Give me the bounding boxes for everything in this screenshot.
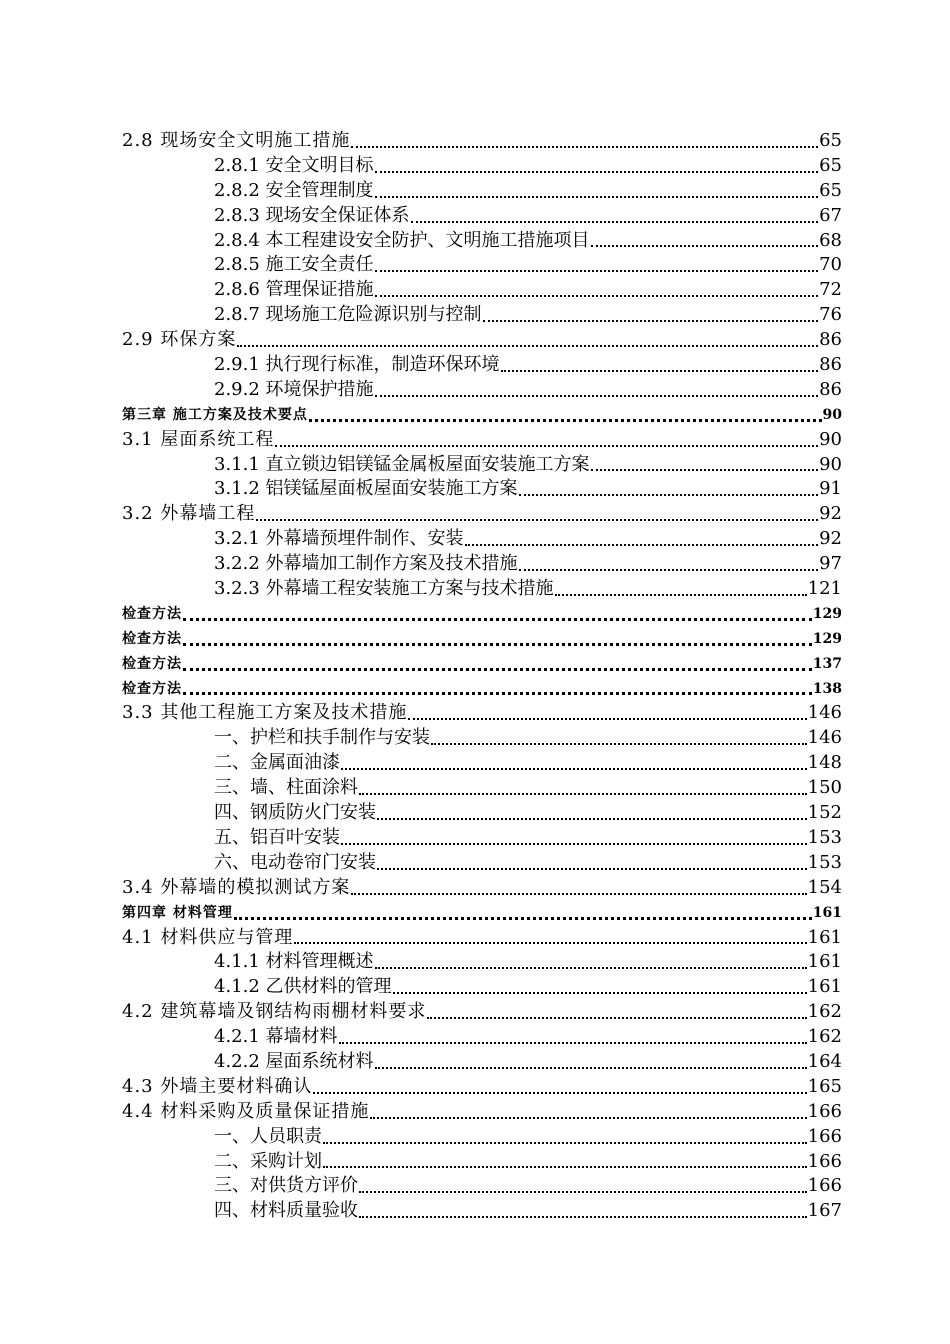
toc-entry-title: 一、人员职责 — [214, 1125, 323, 1150]
toc-entry-page-number: 166 — [807, 1150, 842, 1172]
toc-entry-title: 检查方法 — [122, 602, 183, 627]
dot-leader — [519, 493, 819, 496]
toc-entry-title: 3.2 外幕墙工程 — [122, 502, 256, 527]
toc-entry-page-number: 76 — [819, 304, 842, 326]
dot-leader — [375, 1066, 807, 1069]
toc-entry-title: 2.8.4 本工程建设安全防护、文明施工措施项目 — [214, 229, 591, 254]
dot-leader — [256, 518, 818, 521]
toc-entry-page-number: 166 — [807, 1125, 842, 1147]
toc-entry-page-number: 137 — [812, 655, 842, 672]
toc-entry-page-number: 161 — [812, 904, 842, 921]
toc-entry-page-number: 90 — [822, 406, 842, 423]
toc-entry-page-number: 67 — [819, 204, 842, 226]
toc-entry-page-number: 86 — [819, 329, 842, 351]
toc-entry-title: 四、钢质防火门安装 — [214, 801, 377, 826]
toc-entry-page-number: 129 — [812, 605, 842, 622]
dot-leader — [351, 892, 806, 895]
toc-entry-page-number: 91 — [819, 478, 842, 500]
toc-entry-page-number: 153 — [807, 826, 842, 848]
toc-entry[interactable] — [122, 1050, 842, 1075]
dot-leader — [375, 195, 819, 198]
dot-leader — [237, 344, 818, 347]
toc-entry-page-number: 148 — [807, 752, 842, 774]
toc-entry[interactable] — [122, 1100, 842, 1125]
toc-entry-title: 2.8.5 施工安全责任 — [214, 253, 375, 278]
toc-entry-page-number: 65 — [819, 130, 842, 151]
toc-entry[interactable] — [122, 453, 842, 478]
dot-leader — [309, 418, 822, 422]
toc-entry[interactable] — [122, 1025, 842, 1050]
toc-entry-page-number: 92 — [819, 503, 842, 525]
toc-entry[interactable] — [122, 204, 842, 229]
toc-entry-page-number: 86 — [819, 354, 842, 376]
toc-entry-title: 2.9.1 执行现行标准，制造环保环境 — [214, 353, 501, 378]
dot-leader — [465, 543, 819, 546]
toc-entry[interactable] — [122, 901, 842, 926]
toc-entry-page-number: 153 — [807, 851, 842, 873]
toc-entry-title: 四、材料质量验收 — [214, 1199, 359, 1224]
toc-entry[interactable] — [122, 652, 842, 677]
toc-entry-title: 3.3 其他工程施工方案及技术措施 — [122, 701, 408, 726]
toc-entry-title: 3.4 外幕墙的模拟测试方案 — [122, 876, 351, 901]
toc-entry[interactable] — [122, 876, 842, 901]
toc-entry-title: 4.1.1 材料管理概述 — [214, 950, 375, 975]
toc-entry-page-number: 90 — [819, 453, 842, 475]
toc-entry[interactable] — [122, 851, 842, 876]
toc-entry-page-number: 92 — [819, 528, 842, 550]
dot-leader — [519, 568, 819, 571]
dot-leader — [359, 792, 807, 795]
toc-entry-page-number: 165 — [807, 1075, 842, 1097]
toc-entry-page-number: 121 — [807, 578, 842, 600]
dot-leader — [375, 966, 807, 969]
toc-entry[interactable] — [122, 477, 842, 502]
toc-entry-page-number: 161 — [807, 926, 842, 948]
toc-entry[interactable] — [122, 1150, 842, 1175]
toc-entry[interactable] — [122, 1000, 842, 1025]
toc-entry-page-number: 162 — [807, 1026, 842, 1048]
dot-leader — [359, 1215, 807, 1218]
toc-entry[interactable] — [122, 677, 842, 702]
toc-entry-page-number: 166 — [807, 1100, 842, 1122]
toc-entry-title: 4.1 材料供应与管理 — [122, 926, 294, 951]
toc-entry-title: 4.2 建筑幕墙及钢结构雨棚材料要求 — [122, 1000, 427, 1025]
toc-entry-title: 3.2.2 外幕墙加工制作方案及技术措施 — [214, 552, 519, 577]
toc-entry-page-number: 86 — [819, 378, 842, 400]
dot-leader — [339, 1041, 807, 1044]
toc-entry-page-number: 138 — [812, 680, 842, 697]
toc-entry[interactable] — [122, 353, 842, 378]
toc-entry-page-number: 150 — [807, 777, 842, 799]
toc-entry-title: 2.8.7 现场施工危险源识别与控制 — [214, 303, 483, 328]
dot-leader — [323, 1165, 807, 1168]
toc-entry-page-number: 90 — [819, 428, 842, 450]
toc-entry[interactable] — [122, 1174, 842, 1199]
toc-entry-title: 2.8.6 管理保证措施 — [214, 278, 375, 303]
dot-leader — [408, 717, 806, 720]
toc-entry[interactable] — [122, 378, 842, 403]
toc-entry-title: 三、对供货方评价 — [214, 1174, 359, 1199]
toc-entry-title: 2.8 现场安全文明施工措施 — [122, 129, 351, 154]
dot-leader — [359, 1190, 807, 1193]
toc-entry[interactable] — [122, 428, 842, 453]
toc-entry[interactable] — [122, 1199, 842, 1224]
toc-entry-title: 检查方法 — [122, 652, 183, 677]
toc-entry-page-number: 162 — [807, 1001, 842, 1023]
dot-leader — [183, 642, 812, 646]
toc-entry[interactable] — [122, 801, 842, 826]
toc-entry-page-number: 72 — [819, 279, 842, 301]
toc-entry-title: 三、墙、柱面涂料 — [214, 776, 359, 801]
toc-entry[interactable] — [122, 1075, 842, 1100]
toc-entry-page-number: 65 — [819, 154, 842, 176]
toc-entry-title: 3.2.3 外幕墙工程安装施工方案与技术措施 — [214, 577, 555, 602]
toc-entry-title: 4.4 材料采购及质量保证措施 — [122, 1100, 370, 1125]
dot-leader — [411, 220, 819, 223]
toc-entry-title: 4.2.1 幕墙材料 — [214, 1025, 339, 1050]
dot-leader — [377, 867, 807, 870]
toc-entry[interactable] — [122, 229, 842, 254]
dot-leader — [501, 369, 819, 372]
dot-leader — [393, 991, 807, 994]
toc-entry[interactable] — [122, 926, 842, 951]
toc-entry[interactable] — [122, 1125, 842, 1150]
toc-entry-page-number: 166 — [807, 1175, 842, 1197]
table-of-contents — [122, 129, 842, 1224]
toc-entry-page-number: 70 — [819, 254, 842, 276]
toc-entry-title: 二、金属面油漆 — [214, 751, 341, 776]
toc-entry-title: 2.8.3 现场安全保证体系 — [214, 204, 411, 229]
toc-entry-title: 2.8.1 安全文明目标 — [214, 154, 375, 179]
toc-entry-title: 2.8.2 安全管理制度 — [214, 179, 375, 204]
dot-leader — [341, 842, 807, 845]
toc-entry-title: 二、采购计划 — [214, 1150, 323, 1175]
toc-entry[interactable] — [122, 627, 842, 652]
toc-entry-title: 3.1 屋面系统工程 — [122, 428, 275, 453]
dot-leader — [555, 593, 807, 596]
dot-leader — [183, 617, 812, 621]
toc-entry-page-number: 146 — [807, 702, 842, 724]
toc-entry-title: 检查方法 — [122, 677, 183, 702]
toc-entry[interactable] — [122, 303, 842, 328]
toc-entry[interactable] — [122, 950, 842, 975]
dot-leader — [377, 817, 807, 820]
dot-leader — [375, 394, 819, 397]
dot-leader — [351, 145, 818, 148]
toc-entry-title: 第四章 材料管理 — [122, 901, 234, 926]
toc-entry-page-number: 68 — [819, 229, 842, 251]
toc-entry[interactable] — [122, 577, 842, 602]
dot-leader — [427, 1016, 806, 1019]
toc-entry[interactable] — [122, 776, 842, 801]
toc-entry-title: 4.3 外墙主要材料确认 — [122, 1075, 313, 1100]
toc-entry-title: 3.1.2 铝镁锰屋面板屋面安装施工方案 — [214, 477, 519, 502]
toc-entry[interactable] — [122, 726, 842, 751]
toc-entry-page-number: 164 — [807, 1050, 842, 1072]
dot-leader — [370, 1116, 806, 1119]
dot-leader — [375, 294, 819, 297]
toc-entry[interactable] — [122, 975, 842, 1000]
toc-entry-title: 六、电动卷帘门安装 — [214, 851, 377, 876]
toc-entry-page-number: 146 — [807, 727, 842, 749]
toc-entry[interactable] — [122, 328, 842, 353]
toc-entry[interactable] — [122, 826, 842, 851]
toc-entry[interactable] — [122, 701, 842, 726]
toc-entry[interactable] — [122, 552, 842, 577]
dot-leader — [483, 319, 819, 322]
toc-entry-title: 第三章 施工方案及技术要点 — [122, 403, 309, 428]
toc-entry-title: 3.2.1 外幕墙预埋件制作、安装 — [214, 527, 465, 552]
toc-entry[interactable] — [122, 129, 842, 154]
toc-entry[interactable] — [122, 154, 842, 179]
toc-entry-title: 2.9 环保方案 — [122, 328, 237, 353]
dot-leader — [375, 170, 819, 173]
toc-entry-title: 4.2.2 屋面系统材料 — [214, 1050, 375, 1075]
dot-leader — [591, 244, 819, 247]
dot-leader — [323, 1141, 807, 1144]
toc-entry[interactable] — [122, 602, 842, 627]
toc-entry[interactable] — [122, 403, 842, 428]
dot-leader — [341, 767, 807, 770]
toc-entry[interactable] — [122, 527, 842, 552]
dot-leader — [375, 269, 819, 272]
toc-entry-page-number: 154 — [807, 876, 842, 898]
toc-entry-title: 4.1.2 乙供材料的管理 — [214, 975, 393, 1000]
toc-entry-page-number: 129 — [812, 630, 842, 647]
dot-leader — [234, 916, 812, 920]
toc-entry[interactable] — [122, 179, 842, 204]
dot-leader — [183, 667, 812, 671]
dot-leader — [313, 1091, 806, 1094]
toc-entry-page-number: 161 — [807, 951, 842, 973]
toc-entry-page-number: 65 — [819, 179, 842, 201]
dot-leader — [275, 444, 818, 447]
toc-entry[interactable] — [122, 253, 842, 278]
toc-entry-page-number: 167 — [807, 1200, 842, 1222]
dot-leader — [294, 941, 806, 944]
toc-entry[interactable] — [122, 278, 842, 303]
dot-leader — [431, 742, 807, 745]
toc-entry-title: 一、护栏和扶手制作与安装 — [214, 726, 431, 751]
toc-entry-page-number: 152 — [807, 802, 842, 824]
toc-entry-page-number: 161 — [807, 976, 842, 998]
dot-leader — [591, 468, 819, 471]
toc-entry-title: 检查方法 — [122, 627, 183, 652]
toc-entry-title: 2.9.2 环境保护措施 — [214, 378, 375, 403]
dot-leader — [183, 691, 812, 695]
toc-entry[interactable] — [122, 502, 842, 527]
toc-entry-page-number: 97 — [819, 553, 842, 575]
toc-entry-title: 五、铝百叶安装 — [214, 826, 341, 851]
toc-entry-title: 3.1.1 直立锁边铝镁锰金属板屋面安装施工方案 — [214, 453, 591, 478]
toc-entry[interactable] — [122, 751, 842, 776]
